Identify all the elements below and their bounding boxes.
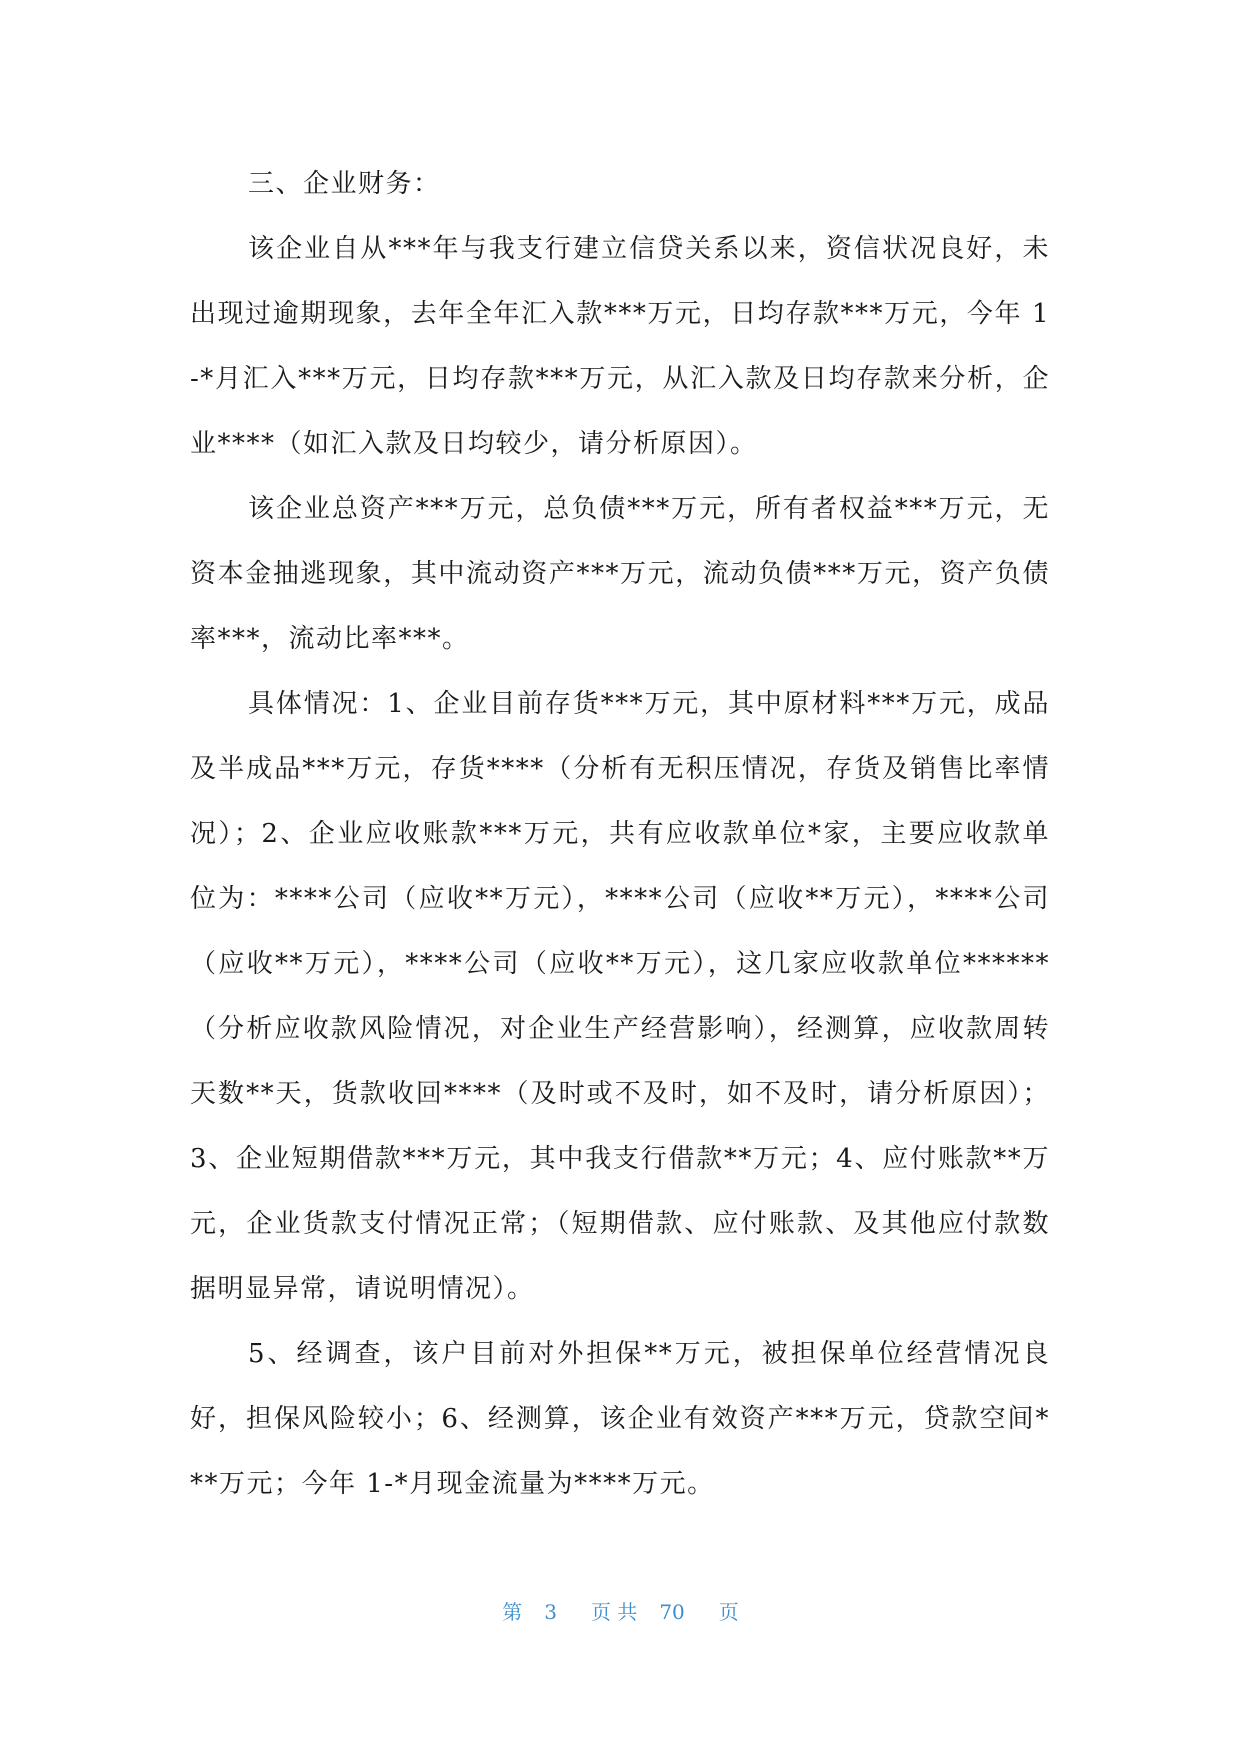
document-body xyxy=(190,152,1050,1517)
paragraph-guarantee-cashflow: 5、经调查，该户目前对外担保**万元，被担保单位经营情况良好，担保风险较小；6、经测算，该企业有效资产***万元，贷款空间***万元；今年 1-*月现金流量为****万元。 xyxy=(190,1339,1050,1499)
footer-current-page: 3 xyxy=(544,1600,557,1624)
footer-middle: 页 共 xyxy=(590,1600,638,1624)
paragraph-credit-history: 该企业自从***年与我支行建立信贷关系以来，资信状况良好，未出现过逾期现象，去年全年汇入款***万元，日均存款***万元，今年 1-*月汇入***万元，日均存款***万元，从汇入款及日均存款来分析，企业****（如汇入款及日均较少，请分析原因）。 xyxy=(190,234,1050,459)
paragraph-specific-details: 具体情况：1、企业目前存货***万元，其中原材料***万元，成品及半成品***万元，存货****（分析有无积压情况，存货及销售比率情况）；2、企业应收账款***万元，共有应收款单位*家，主要应收款单位为：****公司（应收**万元），****公司（应收**万元），****公司（应收**万元），****公司（应收**万元），这几家应收款单位******（分析应收款风险情况，对企业生产经营影响），经测算，应收款周转天数**天，货款收回****（及时或不及时，如不及时，请分析原因）；3、企业短期借款***万元，其中我支行借款**万元；4、应付账款**万元，企业货款支付情况正常；（短期借款、应付账款、及其他应付款数据明显异常，请说明情况）。 xyxy=(190,689,1050,1304)
paragraph-assets-liabilities: 该企业总资产***万元，总负债***万元，所有者权益***万元，无资本金抽逃现象，其中流动资产***万元，流动负债***万元，资产负债率***，流动比率***。 xyxy=(190,494,1050,654)
footer-total-pages: 70 xyxy=(659,1600,685,1624)
footer-suffix: 页 xyxy=(718,1600,739,1624)
section-heading: 三、企业财务： xyxy=(248,169,441,199)
page-footer xyxy=(0,1596,1241,1625)
footer-prefix: 第 xyxy=(502,1600,523,1624)
